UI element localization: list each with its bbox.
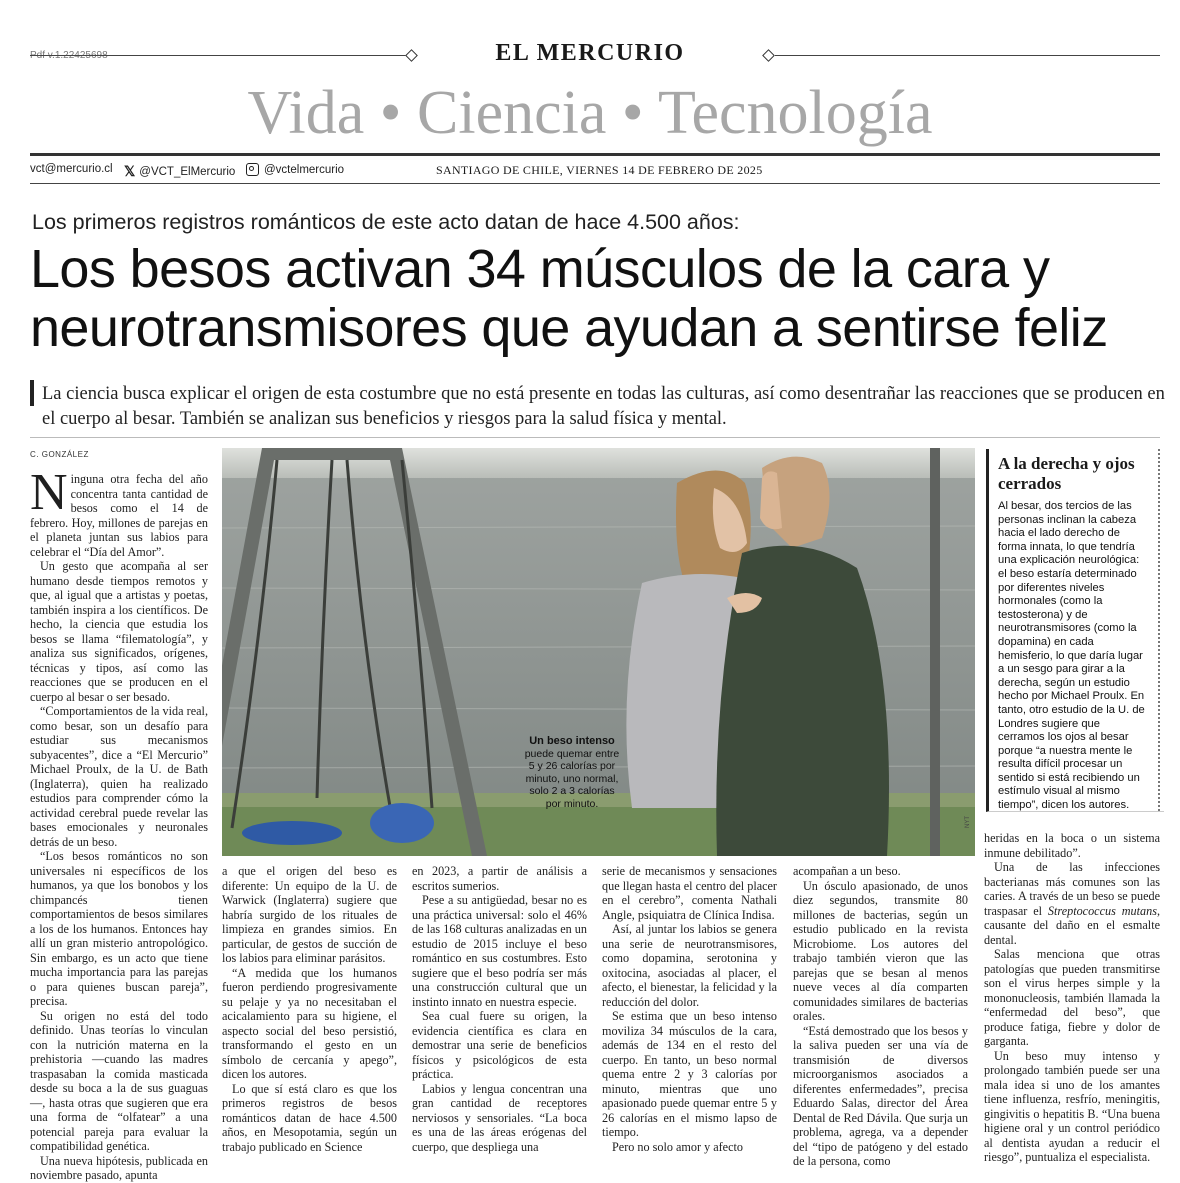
paragraph: Un ósculo apasionado, de unos diez segundos, transmite 80 millones de bacterias, según un estudio publicado en la revista Microbiome. Los autores del trabajo también vieron que las parejas que se besan al menos nueve veces al día comparten comunidades similares de bacterias orales.	[793, 878, 968, 1023]
paragraph: Una nueva hipótesis, publicada en noviembre pasado, apunta	[30, 1153, 208, 1182]
column-4	[602, 864, 777, 1154]
column-2	[222, 864, 397, 1154]
paragraph: Un beso muy intenso y prolongado también puede ser una mala idea si uno de los amantes tiene influenza, resfrío, meningitis, gingivitis o hepatitis B. “Una buena higiene oral y un control periódico al dentista ayudan a reducir el riesgo”, puntualiza el especialista.	[984, 1048, 1160, 1164]
paragraph: Sea cual fuere su origen, la evidencia científica es clara en demostrar una serie de beneficios físicos y psicológicos de esta práctica.	[412, 1009, 587, 1081]
text-run: , causante del daño en el esmalte dental.	[984, 903, 1160, 947]
dateline: SANTIAGO DE CHILE, VIERNES 14 DE FEBRERO DE 2025	[436, 163, 763, 177]
caption-title: Un beso intenso	[529, 735, 615, 747]
sidebar-dotted-border	[1158, 449, 1160, 811]
instagram-contact	[246, 163, 344, 176]
section-rule-bottom	[30, 183, 1160, 184]
paragraph: “A medida que los humanos fueron perdiendo progresivamente su pelaje y ya no necesitaban el acicalamiento para su higiene, el aspecto social del beso persistió, transformando el gesto en un símbolo de cercanía y apego”, dicen los autores.	[222, 965, 397, 1081]
sidebar-text: Al besar, dos tercios de las personas inclinan la cabeza hacia el lado derecho de forma innata, lo que tendría una explicación neurológica: el beso estaría determinado por diferentes niveles hormonales (como la testosterona) y de neurotransmisores (como la dopamina) en cada hemisferio, lo que daría lugar a un sesgo para girar a la derecha, según un estudio hecho por Michael Proulx. En tanto, otro estudio de la U. de Londres sugiere que cerramos los ojos al besar porque “a nuestra mente le resulta difícil procesar un sentido si está recibiendo un estímulo visual al mismo tiempo”, dicen los autores.	[998, 500, 1145, 812]
paragraph: “Comportamientos de la vida real, como besar, son un desafío para estudiar sus mecanismos subyacentes”, dice a “El Mercurio” Michael Proulx, de la U. de Bath (Inglaterra), quien ha realizado estudios para comprender cómo la actividad cerebral puede revelar las bases emocionales y neuronales detrás de un beso.	[30, 704, 208, 849]
headline: Los besos activan 34 músculos de la cara y neurotransmisores que ayudan a sentirse feliz	[30, 239, 1108, 358]
contact-bar	[30, 163, 113, 175]
species-name: Streptococcus mutans	[1047, 903, 1157, 918]
column-6	[984, 831, 1160, 1165]
column-3	[412, 864, 587, 1154]
section-rule-top	[30, 153, 1160, 156]
paragraph: Un gesto que acompaña al ser humano desde tiempos remotos y que, al igual que a artistas y poetas, también inspira a los científicos. De hecho, la ciencia que estudia los besos se llama “filematología”, y analiza sus significados, orígenes, técnicas y tipos, así como las reacciones que se producen en el cuerpo al besar o ser besado.	[30, 559, 208, 704]
paragraph: Pese a su antigüedad, besar no es una práctica universal: solo el 46% de las 168 culturas analizadas en un estudio de 2015 incluye el beso romántico en sus costumbres. Esto sugiere que el beso podría ser más una construcción cultural que un instinto innato en nuestra especie.	[412, 893, 587, 1009]
paragraph: Salas menciona que otras patologías que pueden transmitirse son el virus herpes simple y la mononucleosis, también llamada la “enfermedad del beso”, que produce fatiga, fiebre y dolor de garganta.	[984, 947, 1160, 1048]
section-title: Vida • Ciencia • Tecnología	[247, 79, 933, 147]
x-contact	[124, 163, 235, 180]
photo-credit: NYT	[965, 816, 971, 828]
sidebar-title: A la derecha y ojos cerrados	[998, 454, 1135, 493]
text-run: Una de las infecciones bacterianas más comunes son las caries. A través de un beso se puede traspasar el	[984, 860, 1160, 918]
x-handle-link[interactable]: @VCT_ElMercurio	[139, 165, 236, 178]
photo-caption	[522, 735, 622, 810]
column-5	[793, 864, 968, 1169]
paragraph: serie de mecanismos y sensaciones que llegan hasta el centro del placer en el cerebro”, comenta Nathali Angle, psiquiatra de Clínica Indisa.	[602, 864, 777, 922]
column-1	[30, 464, 208, 1183]
paragraph: Su origen no está del todo definido. Unas teorías lo vinculan con la nutrición materna en la prehistoria —cuando las madres traspasaban la comida masticada desde su boca a la de sus guaguas—, hasta otras que sugieren que era una forma de “olfatear” a una potencial pareja para evaluar la compatibilidad genética.	[30, 1008, 208, 1153]
paragraph: Se estima que un beso intenso moviliza 34 músculos de la cara, además de 134 en el resto del cuerpo. En tanto, un beso normal quema entre 2 y 3 calorías por minuto, mientras que uno apasionado puede quemar entre 5 y 26 calorías en el mismo lapso de tiempo.	[602, 1009, 777, 1139]
paragraph: heridas en la boca o un sistema inmune debilitado”.	[984, 831, 1160, 860]
byline: C. GONZÁLEZ	[30, 450, 89, 459]
paragraph: Labios y lengua concentran una gran cantidad de receptores nerviosos y sensoriales. “La boca es una de las áreas erógenas del cuerpo, que despliega una	[412, 1081, 587, 1154]
paragraph: a que el origen del beso es diferente: Un equipo de la U. de Warwick (Inglaterra) sugiere que habría surgido de los rituales de limpieza en grandes simios. En particular, de gestos de succión de los labios para eliminar parásitos.	[222, 864, 397, 965]
email-link[interactable]: vct@mercurio.cl	[30, 163, 113, 175]
deck: La ciencia busca explicar el origen de esta costumbre que no está presente en todas las culturas, así como desentrañar las reacciones que se producen en el cuerpo al besar. También se analizan sus beneficios y riesgos para la salud física y mental.	[42, 384, 1165, 429]
paragraph	[984, 860, 1160, 947]
paragraph: en 2023, a partir de análisis a escritos sumerios.	[412, 864, 587, 893]
kicker: Los primeros registros románticos de este acto datan de hace 4.500 años:	[32, 210, 740, 234]
deck-bar	[30, 380, 34, 406]
instagram-handle-link[interactable]: @vctelmercurio	[264, 163, 345, 176]
paragraph: Lo que sí está claro es que los primeros registros de besos románticos datan de hace 4.500 años, en Mesopotamia, según un trabajo publicado en Science	[222, 1081, 397, 1154]
paragraph: inguna otra fecha del año concentra tanta cantidad de besos como el 14 de febrero. Hoy, millones de parejas en el planeta juntan sus labios para celebrar el “Día del Amor”.	[30, 472, 208, 559]
paragraph: acompañan a un beso.	[793, 864, 901, 878]
instagram-icon	[246, 163, 259, 176]
deck-rule	[30, 437, 1160, 438]
caption-text: puede quemar entre 5 y 26 calorías por minuto, uno normal, solo 2 a 3 calorías por minuto.	[524, 747, 620, 810]
paragraph: Así, al juntar los labios se genera una serie de neurotransmisores, como dopamina, serotonina y oxitocina, asociadas al placer, el afecto, el bienestar, la felicidad y la reducción del dolor.	[602, 922, 777, 1009]
x-logo-icon: 𝕏	[124, 163, 136, 179]
paragraph: Pero no solo amor y afecto	[612, 1139, 743, 1154]
paragraph: “Los besos románticos no son universales ni específicos de los humanos, ya que los bonobos y los chimpancés tienen comportamientos de besos similares a los de los humanos. Entonces hay allí un gran misterio antropológico. Sin embargo, es un acto que tiene mucha importancia para las parejas o para quienes buscan pareja”, precisa.	[30, 849, 208, 1008]
paragraph: “Está demostrado que los besos y la saliva pueden ser una vía de transmisión de diversos microorganismos asociados a diferentes enfermedades”, precisa Eduardo Salas, director del Área Dental de Red Dávila. Que surja un problema, agrega, va a depender del “tipo de patógeno y del estado de la persona, como	[793, 1023, 968, 1168]
masthead-rule-right	[775, 55, 1160, 56]
masthead: EL MERCURIO	[495, 40, 685, 66]
drop-cap: N	[30, 464, 68, 521]
